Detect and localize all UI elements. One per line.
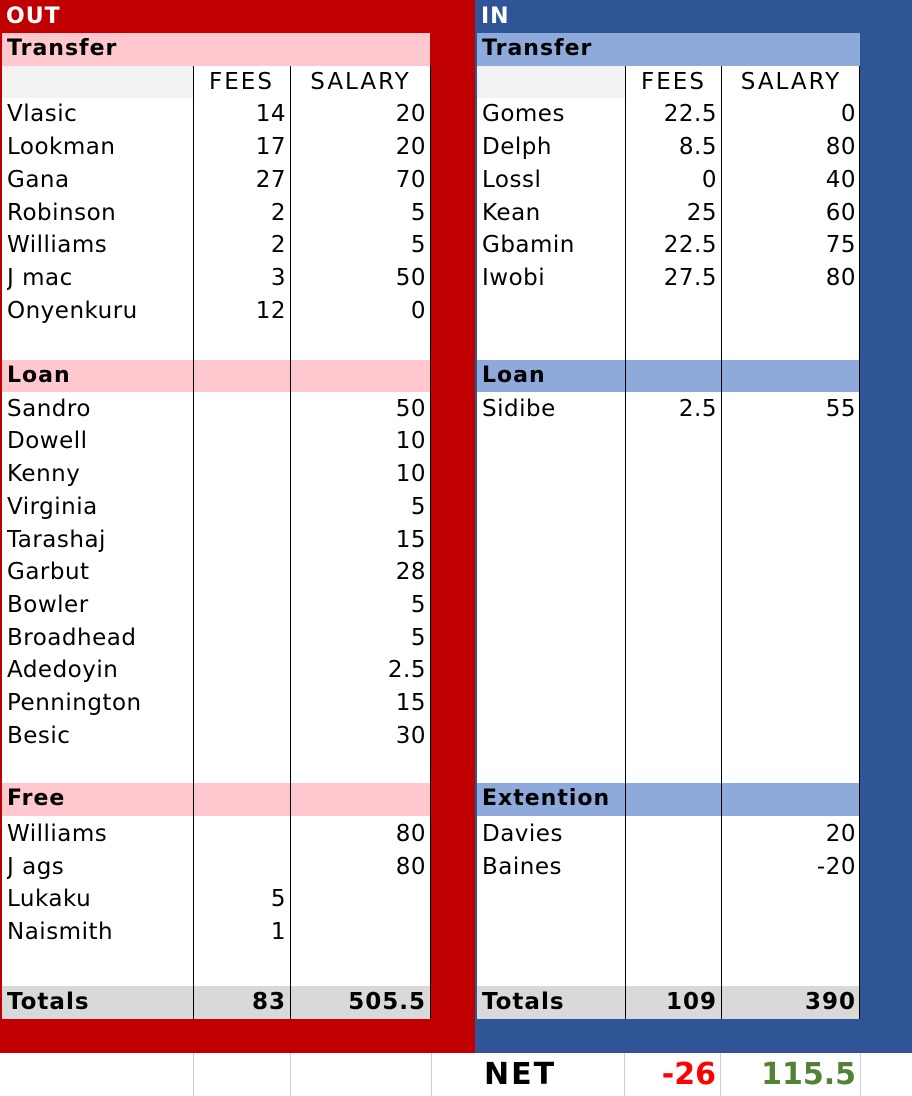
table-row[interactable]	[2, 98, 430, 131]
salary-value: 5	[410, 232, 426, 259]
table-row[interactable]	[2, 295, 430, 328]
salary-header[interactable]: SALARY	[740, 68, 842, 95]
fee-value	[626, 818, 721, 851]
player-name: Iwobi	[482, 264, 546, 291]
totals-label: Totals	[482, 989, 565, 1015]
net-salary[interactable]: 115.5	[761, 1057, 856, 1092]
salary-value: 15	[395, 526, 426, 553]
table-row[interactable]	[2, 720, 430, 753]
salary-header[interactable]: SALARY	[310, 68, 411, 95]
player-name: Vlasic	[7, 101, 78, 128]
player-name: Lookman	[7, 134, 116, 161]
table-row[interactable]	[477, 197, 860, 230]
fee-value	[193, 524, 290, 557]
salary-value: 20	[825, 820, 856, 847]
salary-value: 0	[840, 101, 856, 128]
in-title[interactable]: IN	[481, 4, 510, 29]
player-name: Sandro	[7, 395, 91, 422]
in-totals-row[interactable]	[477, 986, 860, 1019]
fee-value: 8.5	[678, 134, 717, 161]
fees-header[interactable]: FEES	[209, 68, 274, 95]
salary-value: 50	[395, 395, 426, 422]
fee-value: 14	[255, 101, 286, 128]
table-row[interactable]	[2, 687, 430, 720]
player-name: Tarashaj	[7, 526, 106, 553]
grid-line	[193, 66, 194, 1019]
table-row[interactable]	[2, 851, 430, 884]
salary-value	[291, 916, 430, 949]
salary-value: 20	[395, 101, 426, 128]
table-row[interactable]	[2, 393, 430, 426]
out-transfer-header[interactable]	[2, 33, 430, 66]
table-row[interactable]	[477, 98, 860, 131]
in-transfer-header[interactable]	[477, 33, 860, 66]
salary-value: 5	[410, 493, 426, 520]
fee-value: 27.5	[663, 264, 717, 291]
player-name: Davies	[482, 820, 563, 847]
salary-value: 80	[395, 853, 426, 880]
grid-line	[430, 66, 431, 1019]
table-row[interactable]	[2, 524, 430, 557]
salary-value: 15	[395, 690, 426, 716]
player-name: Virginia	[7, 493, 98, 520]
table-row[interactable]	[2, 131, 430, 164]
table-row[interactable]	[477, 229, 860, 262]
table-row[interactable]	[477, 851, 860, 884]
net-row	[0, 1053, 912, 1096]
out-totals-row[interactable]	[2, 986, 430, 1019]
grid-line	[625, 66, 626, 1019]
fee-value: 3	[270, 264, 286, 291]
fee-value	[193, 687, 290, 720]
table-row[interactable]	[2, 883, 430, 916]
salary-value: 30	[395, 722, 426, 749]
player-name: Pennington	[7, 690, 142, 716]
fee-value	[193, 393, 290, 426]
player-name: Gomes	[482, 101, 565, 128]
fee-value	[193, 491, 290, 524]
section-label: Loan	[482, 362, 546, 388]
table-row[interactable]	[477, 818, 860, 851]
salary-value: -20	[816, 853, 856, 880]
table-row[interactable]	[2, 818, 430, 851]
salary-value	[291, 883, 430, 916]
section-label: Transfer	[482, 36, 593, 61]
player-name: J mac	[7, 264, 73, 291]
player-name: Robinson	[7, 199, 117, 226]
salary-value: 80	[825, 134, 856, 161]
player-name: Broadhead	[7, 624, 137, 651]
player-name: Onyenkuru	[7, 297, 138, 324]
section-label: Transfer	[7, 36, 118, 61]
player-name: Delph	[482, 134, 552, 161]
fee-value	[193, 720, 290, 753]
section-label: Loan	[7, 362, 71, 388]
in-extension-header[interactable]	[477, 783, 860, 816]
salary-value: 5	[410, 624, 426, 651]
fee-value: 1	[270, 918, 286, 945]
fee-value: 2.5	[678, 395, 717, 422]
player-name: Gana	[7, 166, 70, 193]
fee-value: 5	[270, 886, 286, 913]
salary-value: 10	[395, 428, 426, 455]
player-name: Dowell	[7, 428, 88, 455]
out-column-header	[2, 66, 430, 99]
totals-salary: 505.5	[348, 989, 426, 1015]
table-row[interactable]	[2, 589, 430, 622]
fee-value: 2	[270, 232, 286, 259]
fee-value: 22.5	[663, 101, 717, 128]
player-name: Adedoyin	[7, 657, 119, 684]
fee-value: 27	[255, 166, 286, 193]
out-loan-header[interactable]	[2, 360, 430, 393]
net-label[interactable]: NET	[484, 1057, 557, 1092]
table-row[interactable]	[2, 262, 430, 295]
fee-value	[193, 622, 290, 655]
fee-value	[193, 818, 290, 851]
fee-value	[193, 425, 290, 458]
table-row[interactable]	[2, 164, 430, 197]
out-table	[2, 33, 430, 1019]
player-name: Kean	[482, 199, 541, 226]
salary-value: 28	[395, 559, 426, 586]
in-loan-header[interactable]	[477, 360, 860, 393]
in-table	[477, 33, 860, 1019]
table-row[interactable]	[477, 164, 860, 197]
grid-line	[721, 66, 722, 1019]
table-row[interactable]	[2, 654, 430, 687]
table-row[interactable]	[2, 425, 430, 458]
player-name: Williams	[7, 232, 108, 259]
grid-line	[859, 66, 860, 1019]
grid-line	[290, 66, 291, 1019]
player-name: J ags	[7, 853, 65, 880]
table-row[interactable]	[2, 229, 430, 262]
salary-value: 0	[410, 297, 426, 324]
salary-value: 10	[395, 461, 426, 488]
salary-value: 20	[395, 134, 426, 161]
fee-value: 12	[255, 297, 286, 324]
player-name: Garbut	[7, 559, 90, 586]
salary-value: 2.5	[387, 657, 426, 684]
fees-header[interactable]: FEES	[641, 68, 706, 95]
totals-fee: 109	[665, 989, 717, 1015]
fee-value	[193, 654, 290, 687]
fee-value	[193, 851, 290, 884]
section-label: Extention	[482, 786, 611, 811]
totals-label: Totals	[7, 989, 90, 1015]
net-fee[interactable]: -26	[661, 1057, 716, 1092]
salary-value: 70	[395, 166, 426, 193]
fee-value: 22.5	[663, 232, 717, 259]
table-row[interactable]	[477, 393, 860, 426]
salary-value: 80	[395, 820, 426, 847]
player-name: Lukaku	[7, 886, 92, 913]
player-name: Williams	[7, 820, 108, 847]
table-row[interactable]	[2, 916, 430, 949]
salary-value: 55	[825, 395, 856, 422]
fee-value	[193, 589, 290, 622]
fee-value: 17	[255, 134, 286, 161]
player-name: Baines	[482, 853, 562, 880]
salary-value: 75	[825, 232, 856, 259]
player-name: Besic	[7, 722, 71, 749]
fee-value	[626, 851, 721, 884]
table-row[interactable]	[2, 556, 430, 589]
fee-value	[193, 556, 290, 589]
totals-salary: 390	[804, 989, 856, 1015]
table-row[interactable]	[477, 131, 860, 164]
table-row[interactable]	[2, 491, 430, 524]
table-row[interactable]	[477, 262, 860, 295]
out-title[interactable]: OUT	[6, 4, 61, 29]
table-row[interactable]	[2, 197, 430, 230]
in-column-header	[477, 66, 860, 99]
fee-value	[193, 458, 290, 491]
fee-value: 25	[686, 199, 717, 226]
salary-value: 50	[395, 264, 426, 291]
salary-value: 60	[825, 199, 856, 226]
player-name: Kenny	[7, 461, 81, 488]
salary-value: 5	[410, 199, 426, 226]
player-name: Gbamin	[482, 232, 575, 259]
player-name: Sidibe	[482, 395, 556, 422]
salary-value: 80	[825, 264, 856, 291]
player-name: Bowler	[7, 591, 89, 618]
table-row[interactable]	[2, 458, 430, 491]
section-label: Free	[7, 786, 66, 811]
table-row[interactable]	[2, 622, 430, 655]
salary-value: 5	[410, 591, 426, 618]
out-free-header[interactable]	[2, 783, 430, 816]
totals-fee: 83	[251, 989, 286, 1015]
player-name: Naismith	[7, 918, 114, 945]
fee-value: 0	[701, 166, 717, 193]
player-name: Lossl	[482, 166, 542, 193]
fee-value: 2	[270, 199, 286, 226]
salary-value: 40	[825, 166, 856, 193]
